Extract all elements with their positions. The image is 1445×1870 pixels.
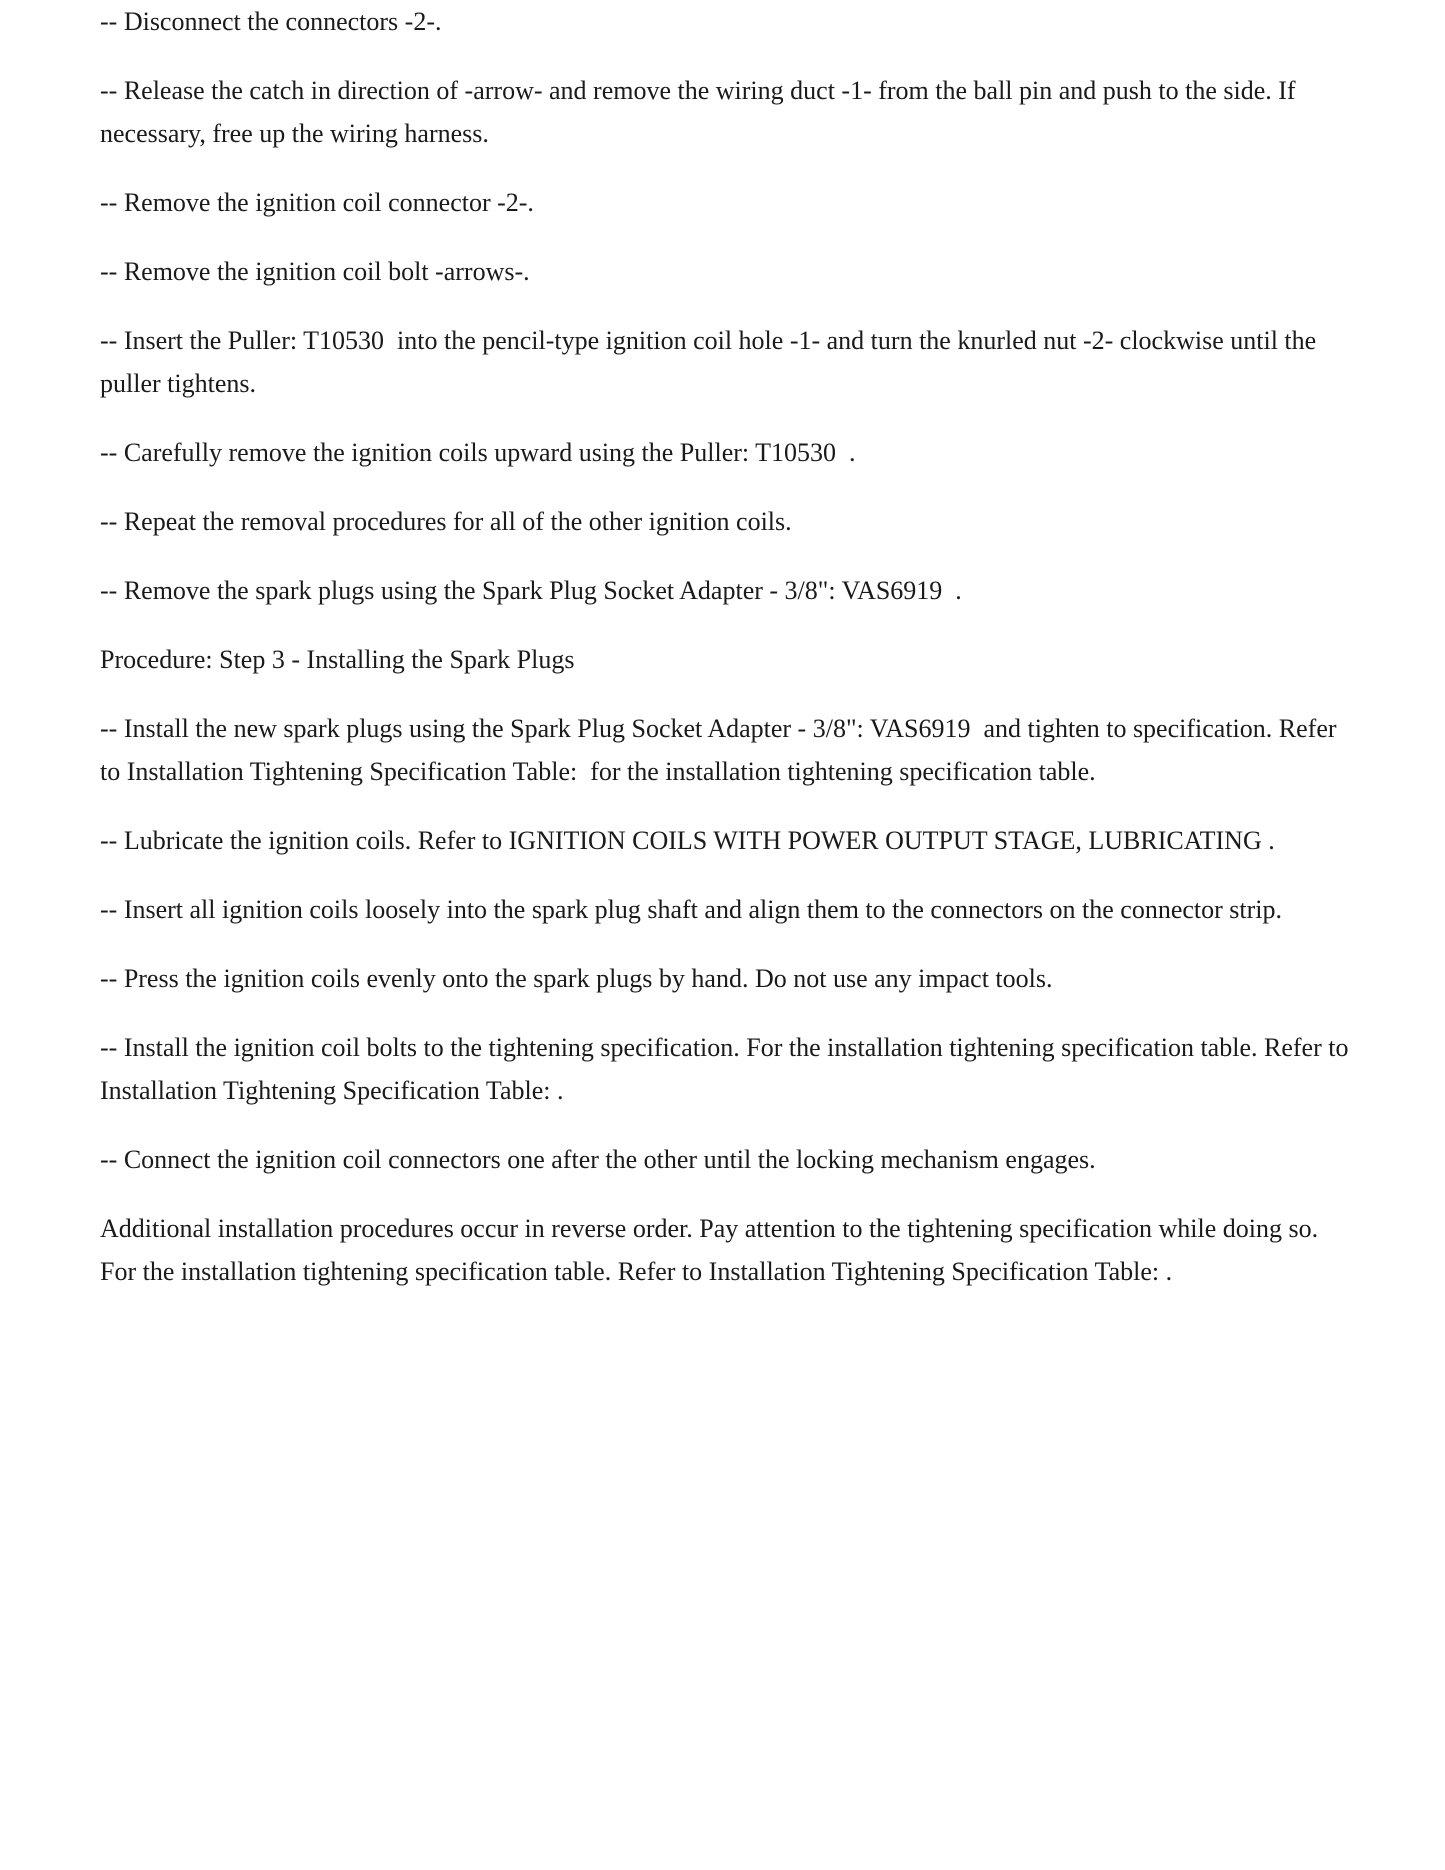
document-body xyxy=(100,0,1355,1319)
step-remove-coil-bolt: -- Remove the ignition coil bolt -arrows-. xyxy=(100,257,530,286)
step-lubricate-coils: -- Lubricate the ignition coils. Refer to IGNITION COILS WITH POWER OUTPUT STAGE, LUBRICATING . xyxy=(100,826,1275,855)
step-remove-spark-plugs: -- Remove the spark plugs using the Spark Plug Socket Adapter - 3/8": VAS6919 . xyxy=(100,576,962,605)
step-remove-coils: -- Carefully remove the ignition coils upward using the Puller: T10530 . xyxy=(100,438,856,467)
step-install-spark-plugs: -- Install the new spark plugs using the Spark Plug Socket Adapter - 3/8": VAS6919 and tighten to specification. Refer to Installation Tightening Specification Table: for the installation tightening specification table. xyxy=(100,714,1344,786)
closing-note: Additional installation procedures occur in reverse order. Pay attention to the tightening specification while doing so. For the installation tightening specification table. Refer to Installation Tightening Specification Table: . xyxy=(100,1214,1325,1286)
step-press-coils: -- Press the ignition coils evenly onto the spark plugs by hand. Do not use any impact tools. xyxy=(100,964,1053,993)
step-insert-puller: -- Insert the Puller: T10530 into the pencil-type ignition coil hole -1- and turn the knurled nut -2- clockwise until the puller tightens. xyxy=(100,326,1323,398)
step-insert-coils: -- Insert all ignition coils loosely into the spark plug shaft and align them to the connectors on the connector strip. xyxy=(100,895,1283,924)
step-disconnect-connectors: -- Disconnect the connectors -2-. xyxy=(100,7,442,36)
procedure-heading: Procedure: Step 3 - Installing the Spark Plugs xyxy=(100,645,575,674)
step-remove-coil-connector: -- Remove the ignition coil connector -2-. xyxy=(100,188,534,217)
step-release-wiring-duct: -- Release the catch in direction of -arrow- and remove the wiring duct -1- from the ball pin and push to the side. If necessary, free up the wiring harness. xyxy=(100,76,1303,148)
step-repeat-removal: -- Repeat the removal procedures for all of the other ignition coils. xyxy=(100,507,792,536)
step-install-coil-bolts: -- Install the ignition coil bolts to the tightening specification. For the installation tightening specification table. Refer to Installation Tightening Specification Table: . xyxy=(100,1033,1355,1105)
step-connect-connectors: -- Connect the ignition coil connectors one after the other until the locking mechanism engages. xyxy=(100,1145,1096,1174)
